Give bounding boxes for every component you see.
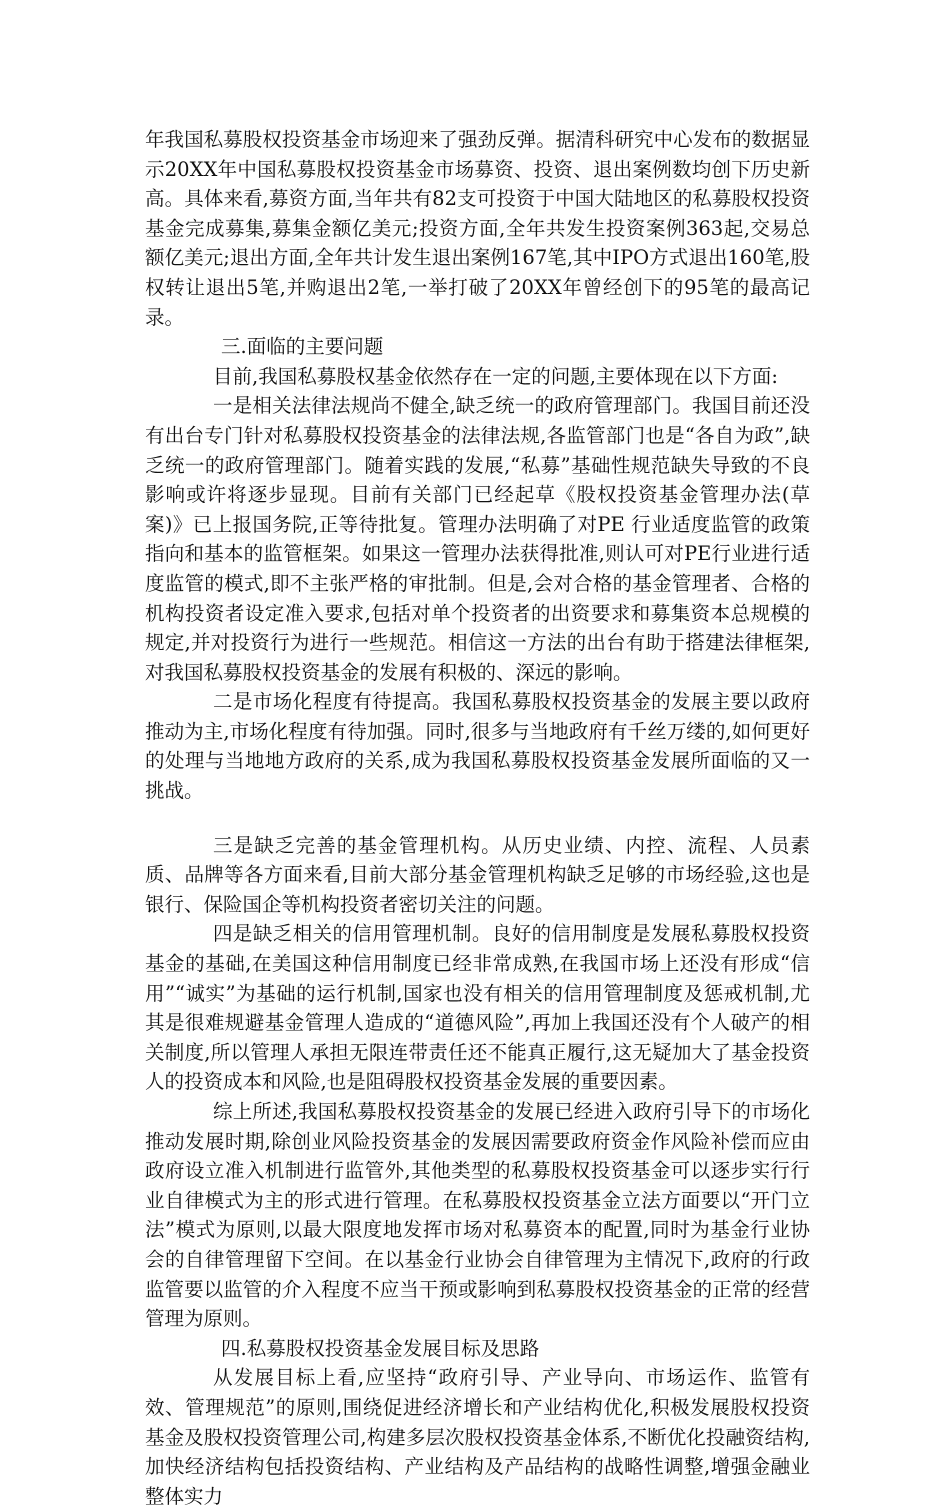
section-heading-goals: 四.私募股权投资基金发展目标及思路	[221, 1336, 540, 1360]
paragraph-spacer	[145, 806, 810, 831]
paragraph-problem-marketization: 二是市场化程度有待提高。我国私募股权投资基金的发展主要以政府推动为主,市场化程度有待加强。同时,很多与当地政府有千丝万缕的,如何更好的处理与当地地方政府的关系,成为我国私募股权投资基金发展所面临的又一挑战。	[145, 690, 810, 803]
section-heading-main-problems: 三.面临的主要问题	[221, 335, 384, 359]
paragraph-fundraising-stats: 年我国私募股权投资基金市场迎来了强劲反弹。据清科研究中心发布的数据显示20XX年中国私募股权投资基金市场募资、投资、退出案例数均创下历史新高。具体来看,募资方面,当年共有82支可投资于中国大陆地区的私募股权投资基金完成募集,募集金额亿美元;投资方面,全年共发生投资案例363起,交易总额亿美元;退出方面,全年共计发生退出案例167笔,其中IPO方式退出160笔,股权转让退出5笔,并购退出2笔,一举打破了20XX年曾经创下的95笔的最高记录。	[145, 128, 810, 329]
paragraph-problem-management: 三是缺乏完善的基金管理机构。从历史业绩、内控、流程、人员素质、品牌等各方面来看,目前大部分基金管理机构缺乏足够的市场经验,这也是银行、保险国企等机构投资者密切关注的问题。	[145, 833, 810, 916]
paragraph-summary: 综上所述,我国私募股权投资基金的发展已经进入政府引导下的市场化推动发展时期,除创业风险投资基金的发展因需要政府资金作风险补偿而应由政府设立准入机制进行监管外,其他类型的私募股权投资基金可以逐步实行行业自律模式为主的形式进行管理。在私募股权投资基金立法方面要以“开门立法”模式为原则,以最大限度地发挥市场对私募资本的配置,同时为基金行业协会的自律管理留下空间。在以基金行业协会自律管理为主情况下,政府的行政监管要以监管的介入程度不应当干预或影响到私募股权投资基金的正常的经营管理为原则。	[145, 1100, 810, 1331]
paragraph-goals: 从发展目标上看,应坚持“政府引导、产业导向、市场运作、监管有效、管理规范”的原则,围绕促进经济增长和产业结构优化,积极发展股权投资基金及股权投资管理公司,构建多层次股权投资基金体系,不断优化投融资结构,加快经济结构包括投资结构、产业结构及产品结构的战略性调整,增强金融业整体实力	[145, 1366, 810, 1508]
document-body	[145, 125, 810, 1511]
paragraph-problem-legal: 一是相关法律法规尚不健全,缺乏统一的政府管理部门。我国目前还没有出台专门针对私募股权投资基金的法律法规,各监管部门也是“各自为政”,缺乏统一的政府管理部门。随着实践的发展,“私募”基础性规范缺失导致的不良影响或许将逐步显现。目前有关部门已经起草《股权投资基金管理办法(草案)》已上报国务院,正等待批复。管理办法明确了对PE 行业适度监管的政策指向和基本的监管框架。如果这一管理办法获得批准,则认可对PE行业进行适度监管的模式,即不主张严格的审批制。但是,会对合格的基金管理者、合格的机构投资者设定准入要求,包括对单个投资者的出资要求和募集资本总规模的规定,并对投资行为进行一些规范。相信这一方法的出台有助于搭建法律框架,对我国私募股权投资基金的发展有积极的、深远的影响。	[145, 394, 810, 684]
paragraph-problem-credit: 四是缺乏相关的信用管理机制。良好的信用制度是发展私募股权投资基金的基础,在美国这种信用制度已经非常成熟,在我国市场上还没有形成“信用”“诚实”为基础的运行机制,国家也没有相关的信用管理制度及惩戒机制,尤其是很难规避基金管理人造成的“道德风险”,再加上我国还没有个人破产的相关制度,所以管理人承担无限连带责任还不能真正履行,这无疑加大了基金投资人的投资成本和风险,也是阻碍股权投资基金发展的重要因素。	[145, 922, 810, 1094]
paragraph-problems-intro: 目前,我国私募股权基金依然存在一定的问题,主要体现在以下方面:	[213, 364, 778, 388]
